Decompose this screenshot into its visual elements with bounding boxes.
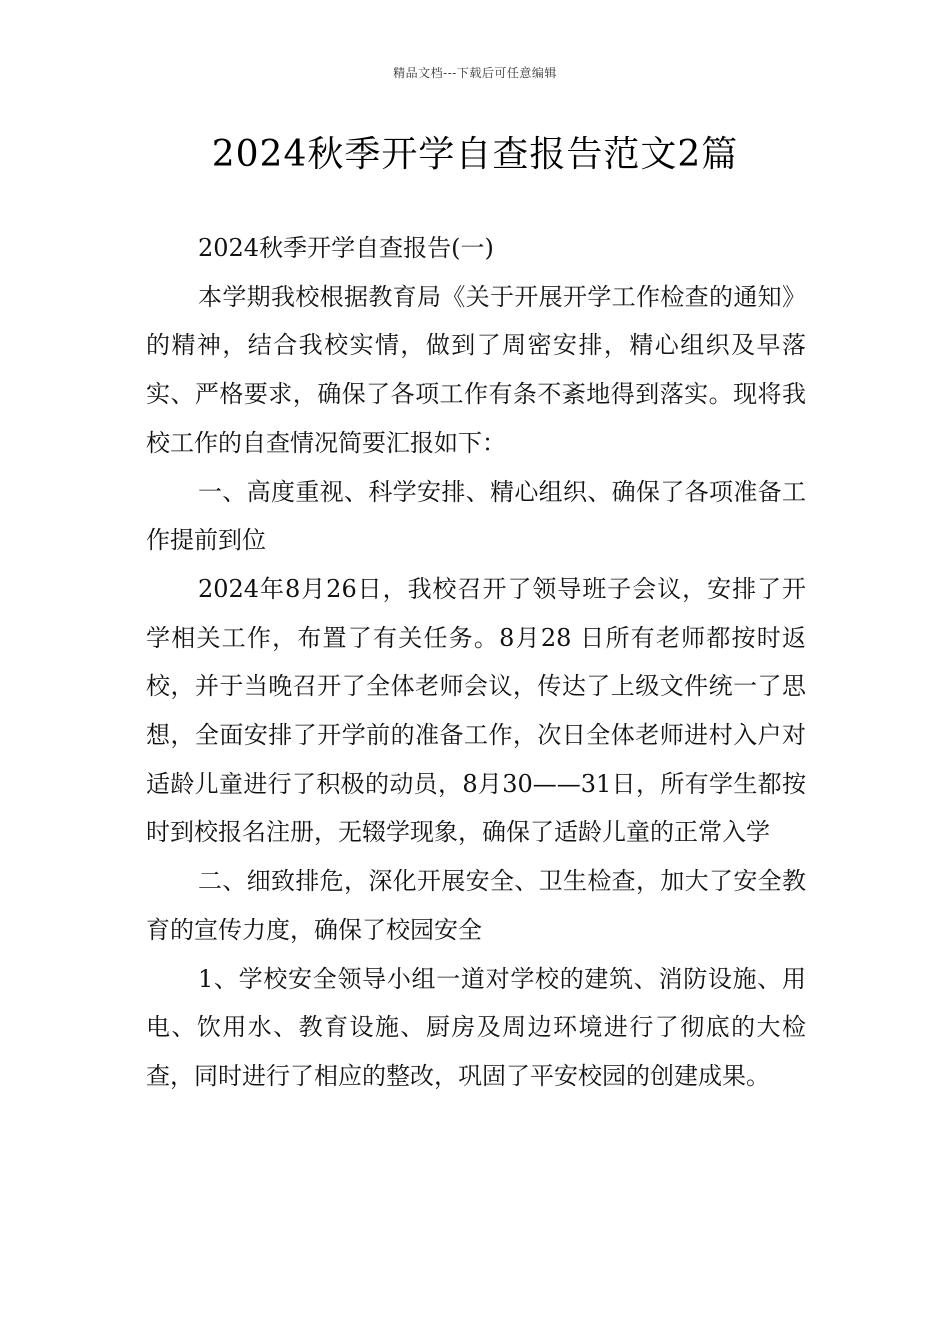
safety-check-paragraph: 1、学校安全领导小组一道对学校的建筑、消防设施、用电、饮用水、教育设施、厨房及周边环境进行了彻底的大检查，同时进行了相应的整改，巩固了平安校园的创建成果。 [146,964,806,1090]
schedule-paragraph: 2024年8月26日，我校召开了领导班子会议，安排了开学相关工作，布置了有关任务。8月28 日所有老师都按时返校，并于当晚召开了全体老师会议，传达了上级文件统一了思想，全面安排了开学前的准备工作，次日全体老师进村入户对适龄儿童进行了积极的动员，8月30——31日，所有学生都按时到校报名注册，无辍学现象，确保了适龄儿童的正常入学 [146,574,806,847]
section-heading-two: 二、细致排危，深化开展安全、卫生检查，加大了安全教育的宣传力度，确保了校园安全 [146,867,806,944]
section-heading-1: 2024秋季开学自查报告(一) [198,234,494,262]
header-note: 精品文档---下载后可任意编辑 [393,66,557,80]
document-title: 2024秋季开学自查报告范文2篇 [211,134,739,175]
intro-paragraph: 本学期我校根据教育局《关于开展开学工作检查的通知》的精神，结合我校实情，做到了周密安排，精心组织及早落实、严格要求，确保了各项工作有条不紊地得到落实。现将我校工作的自查情况简要汇报如下： [146,282,806,457]
document-body [146,224,806,1101]
section-heading-one: 一、高度重视、科学安排、精心组织、确保了各项准备工作提前到位 [146,477,806,555]
